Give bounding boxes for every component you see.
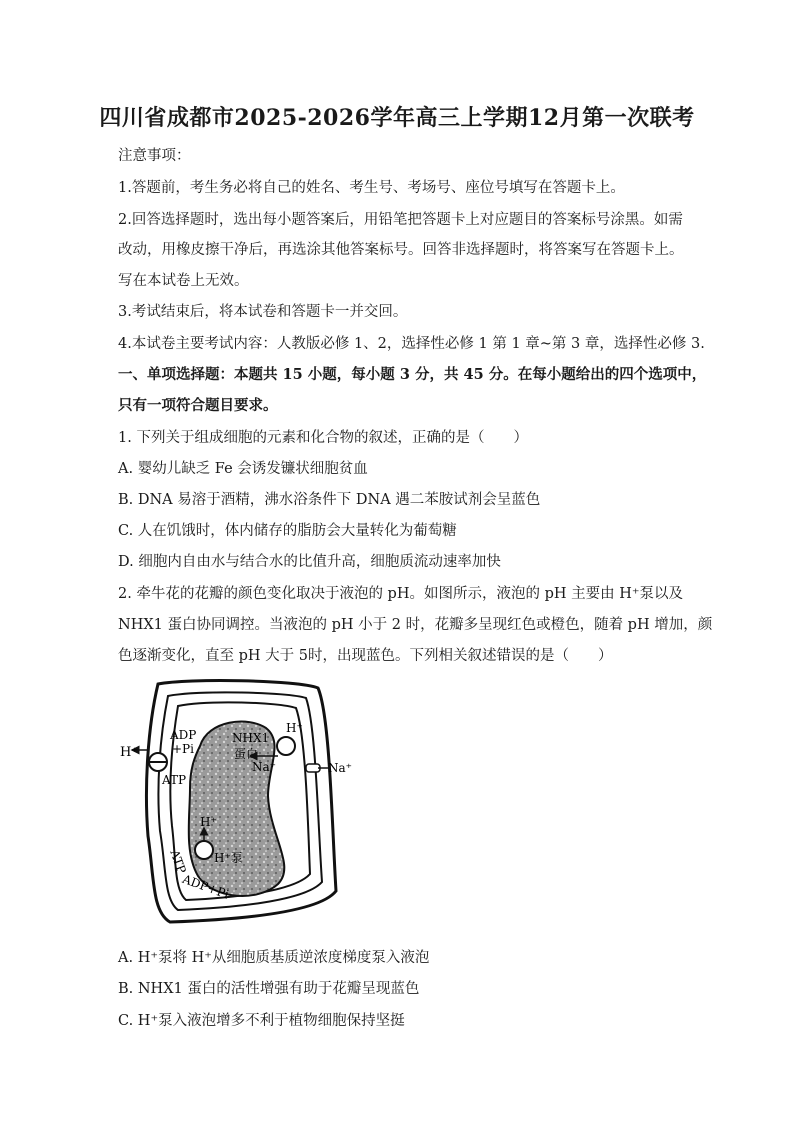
question-2-option-a: A. H⁺泵将 H⁺从细胞质基质逆浓度梯度泵入液泡: [118, 950, 430, 966]
page-title: 四川省成都市2025-2026学年高三上学期12月第一次联考: [99, 105, 695, 131]
question-1-option-c: C. 人在饥饿时，体内储存的脂肪会大量转化为葡萄糖: [118, 523, 457, 539]
notice-item-2-end: 写在本试卷上无效。: [118, 273, 249, 289]
question-2-option-c: C. H⁺泵入液泡增多不利于植物细胞保持坚挺: [118, 1013, 405, 1029]
na-inner-label: Na⁺: [252, 760, 276, 774]
adp-pi-top-label-2: +Pi: [172, 742, 194, 756]
tonoplast-h-pump: [195, 841, 213, 859]
question-1-option-d: D. 细胞内自由水与结合水的比值升高，细胞质流动速率加快: [118, 554, 501, 570]
adp-pi-bottom-label: ADP+Pi: [180, 871, 231, 902]
h-pump-label: H⁺泵: [214, 851, 243, 865]
h-pump-in-label: H⁺: [200, 815, 217, 829]
notice-item-4: 4.本试卷主要考试内容：人教版必修 1、2，选择性必修 1 第 1 章~第 3 章，选择性必修 3.: [118, 336, 705, 352]
notice-item-2: 2.回答选择题时，选出每小题答案后，用铅笔把答题卡上对应题目的答案标号涂黑。如需: [118, 212, 683, 228]
notice-item-1: 1.答题前，考生务必将自己的姓名、考生号、考场号、座位号填写在答题卡上。: [118, 180, 625, 196]
adp-pi-top-label-1: ADP: [170, 728, 197, 742]
question-1-option-b: B. DNA 易溶于酒精，沸水浴条件下 DNA 遇二苯胺试剂会呈蓝色: [118, 492, 541, 508]
na-outer-label: Na⁺: [328, 761, 352, 775]
nhx1-label: NHX1: [232, 731, 270, 745]
notice-item-2-cont: 改动，用橡皮擦干净后，再选涂其他答案标号。回答非选择题时，将答案写在答题卡上。: [118, 242, 684, 258]
question-1-stem: 1. 下列关于组成细胞的元素和化合物的叙述，正确的是（ ）: [118, 430, 528, 446]
question-2-stem: 2. 牵牛花的花瓣的颜色变化取决于液泡的 pH。如图所示，液泡的 pH 主要由 H⁺泵以及: [118, 586, 684, 602]
notice-item-3: 3.考试结束后，将本试卷和答题卡一并交回。: [118, 304, 408, 320]
question-2-option-b: B. NHX1 蛋白的活性增强有助于花瓣呈现蓝色: [118, 981, 420, 997]
question-1-option-a: A. 婴幼儿缺乏 Fe 会诱发镰状细胞贫血: [118, 461, 368, 477]
atp-top-label: ATP: [162, 773, 187, 787]
question-2-stem-end: 色逐渐变化，直至 pH 大于 5时，出现蓝色。下列相关叙述错误的是（ ）: [118, 648, 613, 664]
atp-bottom-label: ATP: [167, 847, 189, 876]
section-heading: 一、单项选择题：本题共 15 小题，每小题 3 分，共 45 分。在每小题给出的四个选项中，: [118, 366, 707, 383]
na-channel: [306, 764, 320, 772]
section-heading-cont: 只有一项符合题目要求。: [118, 397, 278, 414]
h-nhx-label: H⁺: [286, 721, 303, 735]
nhx1-protein: [277, 737, 295, 755]
h-left-label: H⁺: [120, 745, 139, 760]
protein-label: 蛋白: [234, 747, 259, 761]
notice-heading: 注意事项：: [118, 148, 191, 164]
plant-cell-diagram: [118, 676, 352, 928]
plant-cell-figure: [118, 676, 352, 928]
question-2-stem-cont: NHX1 蛋白协同调控。当液泡的 pH 小于 2 时，花瓣多呈现红色或橙色，随着 pH 增加，颜: [118, 617, 713, 633]
